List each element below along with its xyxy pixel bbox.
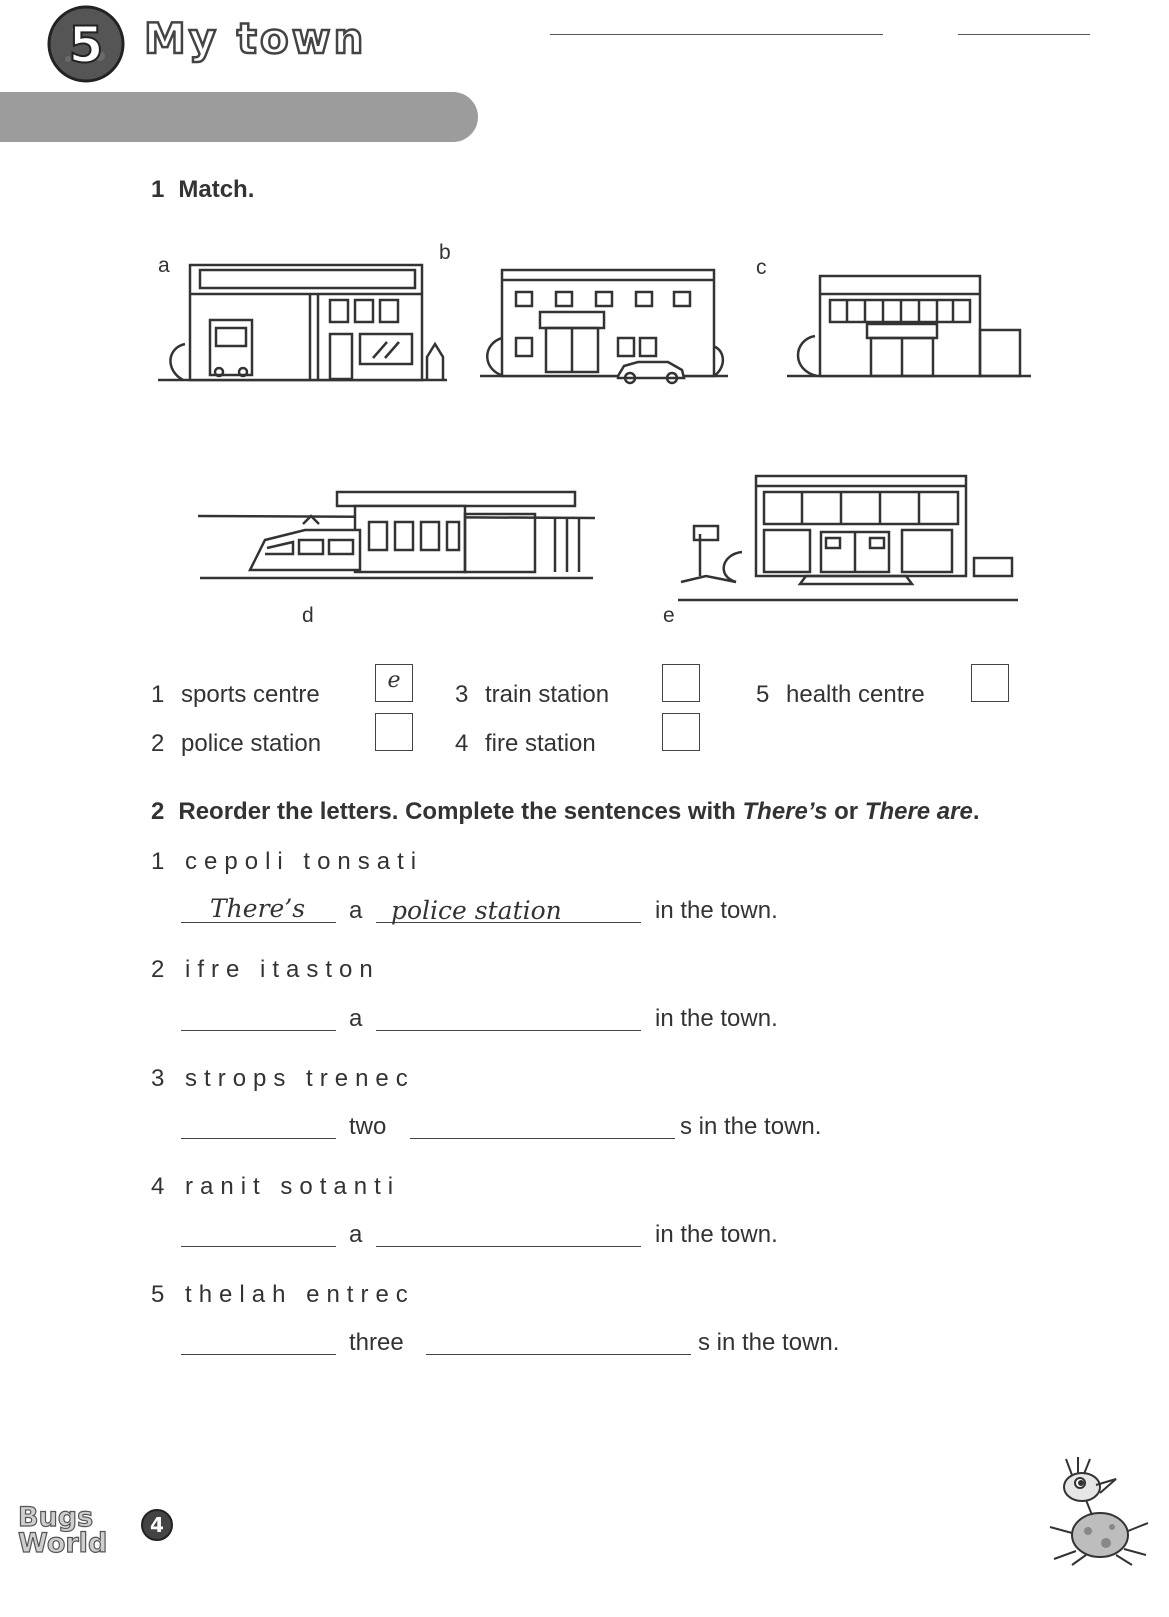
- unit-title: My town: [144, 14, 367, 63]
- picture-letter-e: e: [663, 604, 675, 627]
- sentence-middle-4: a: [349, 1221, 363, 1248]
- sentence-ending-4: in the town.: [655, 1221, 778, 1248]
- name-write-line[interactable]: [550, 34, 883, 35]
- match-option-2: 2 police station: [151, 730, 322, 757]
- scrambled-word-5: 5 thelah entrec: [151, 1281, 415, 1308]
- match-answer-box-1[interactable]: e: [375, 664, 413, 702]
- match-option-4: 4 fire station: [455, 730, 596, 757]
- scrambled-word-2: 2 ifre itaston: [151, 956, 380, 983]
- match-answer-box-5[interactable]: [971, 664, 1009, 702]
- sentence-ending-2: in the town.: [655, 1005, 778, 1032]
- exercise-1-heading: 1 Match.: [151, 176, 255, 203]
- scrambled-word-4: 4 ranit sotanti: [151, 1173, 401, 1200]
- unit-number: 5: [68, 16, 104, 74]
- unit-number-badge: [46, 4, 126, 84]
- match-answer-box-4[interactable]: [662, 713, 700, 751]
- place-blank-5[interactable]: [426, 1354, 691, 1355]
- sentence-middle-3: two: [349, 1113, 387, 1140]
- health-centre-illustration: [785, 272, 1033, 382]
- place-blank-4[interactable]: [376, 1246, 641, 1247]
- there-blank-2[interactable]: [181, 1030, 336, 1031]
- sentence-middle-2: a: [349, 1005, 363, 1032]
- police-station-illustration: [478, 266, 730, 386]
- bug-mascot-icon: [1042, 1455, 1154, 1567]
- there-blank-4[interactable]: [181, 1246, 336, 1247]
- exercise-2-heading: 2 Reorder the letters. Complete the sentences with There’s or There are.: [151, 798, 980, 825]
- sentence-middle-1: a: [349, 897, 363, 924]
- place-blank-3[interactable]: [410, 1138, 675, 1139]
- picture-letter-d: d: [302, 604, 314, 627]
- sports-centre-illustration: [676, 470, 1021, 605]
- scrambled-word-1: 1 cepoli tonsati: [151, 848, 424, 875]
- sentence-ending-3: s in the town.: [680, 1113, 822, 1140]
- picture-letter-b: b: [439, 241, 451, 264]
- level-number: 4: [150, 1513, 164, 1537]
- fire-station-illustration: [155, 262, 450, 387]
- date-write-line[interactable]: [958, 34, 1090, 35]
- bugs-world-logo: Bugs World: [18, 1502, 108, 1559]
- sentence-ending-5: s in the town.: [698, 1329, 840, 1356]
- sentence-ending-1: in the town.: [655, 897, 778, 924]
- header-banner: [0, 92, 478, 142]
- train-station-illustration: [195, 488, 605, 588]
- match-answer-box-3[interactable]: [662, 664, 700, 702]
- there-blank-5[interactable]: [181, 1354, 336, 1355]
- sentence-middle-5: three: [349, 1329, 404, 1356]
- scrambled-word-3: 3 strops trenec: [151, 1065, 415, 1092]
- match-answer-box-2[interactable]: [375, 713, 413, 751]
- there-answer-1: There’s: [210, 894, 306, 923]
- place-answer-1: police station: [391, 896, 562, 925]
- picture-letter-c: c: [756, 256, 767, 279]
- there-blank-3[interactable]: [181, 1138, 336, 1139]
- place-blank-2[interactable]: [376, 1030, 641, 1031]
- level-badge: [140, 1508, 174, 1542]
- match-option-5: 5 health centre: [756, 681, 925, 708]
- picture-letter-a: a: [158, 254, 170, 277]
- match-option-1: 1 sports centre: [151, 681, 320, 708]
- match-option-3: 3 train station: [455, 681, 610, 708]
